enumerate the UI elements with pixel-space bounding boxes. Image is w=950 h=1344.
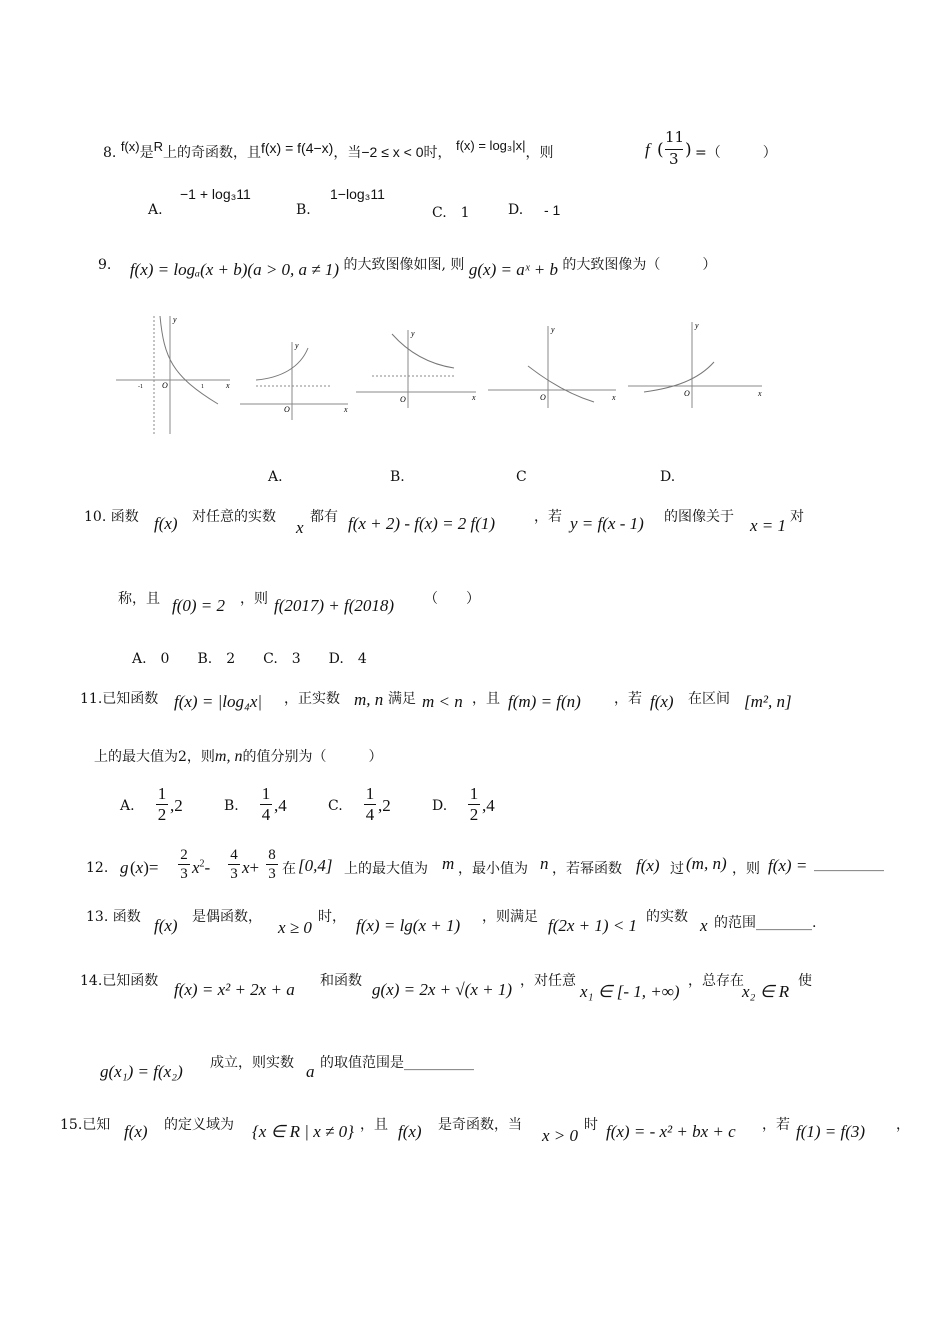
q9-line	[98, 254, 716, 280]
q13-cond: x ≥ 0	[278, 918, 312, 937]
q12-text: 过	[670, 861, 684, 877]
q8-log-formula: f(x) = log₃|x|	[455, 138, 526, 153]
q11-text: ，正实数	[284, 691, 340, 707]
q10-options: A. 0 B. 2 C. 3 D. 4	[132, 651, 367, 667]
q11-text: ，且	[472, 691, 500, 707]
q12-text: ，若幂函数	[552, 861, 622, 877]
q10-x: x	[296, 518, 304, 537]
q9-graph-c	[488, 326, 616, 408]
q8-option-b-label: B.	[296, 202, 311, 218]
q9-c-o: O	[540, 393, 546, 402]
q8-frac-rp: )	[685, 140, 692, 160]
q10-number: 10. 函数	[84, 509, 139, 525]
q12-text: 在	[282, 861, 296, 877]
q15-text: 的定义域为	[164, 1117, 234, 1133]
q9-graph-b	[356, 330, 476, 408]
q15-fx: f(x)	[124, 1122, 148, 1141]
q10-text: 对	[790, 509, 804, 525]
q11-b-rest: ,4	[274, 796, 287, 815]
q10-sum: f(2017) + f(2018)	[274, 596, 395, 615]
q9-b-y: y	[411, 329, 415, 338]
q11-mn: m, n	[354, 690, 384, 709]
q14-text: 成立，则实数	[210, 1055, 294, 1071]
q9-graph-d	[628, 322, 762, 408]
q11-line1	[80, 688, 900, 724]
q12-blank[interactable]: __________	[814, 856, 884, 872]
q10-line1	[84, 506, 904, 546]
q14-line1	[80, 970, 900, 1006]
q11-b-frac: 1 4	[261, 784, 271, 824]
q9-ref-tm1: -1	[138, 384, 143, 390]
q14-domain: x₁ ∈ [- 1, +∞)	[580, 982, 680, 1001]
q15-equal: f(1) = f(3)	[796, 1122, 866, 1141]
q9-b-o: O	[400, 395, 406, 404]
q15-domain: {x ∈ R | x ≠ 0}	[252, 1122, 354, 1141]
q14-text: 使	[798, 973, 812, 989]
q12-fx: f(x)	[636, 856, 660, 875]
q11-ineq: m < n	[422, 692, 463, 711]
q12-answer-prefix: f(x) =	[768, 856, 808, 875]
q11-option-d-label: D.	[432, 798, 448, 814]
q14-text: 和函数	[320, 973, 362, 989]
q12-number: 12.	[86, 860, 109, 876]
q8-formula: f(x) = f(4−x)	[260, 140, 334, 156]
q12-point: (m, n)	[686, 854, 727, 873]
q8-option-d-label: D.	[508, 202, 524, 218]
q14-g: g(x) = 2x + √(x + 1)	[372, 980, 513, 999]
q10-fx: f(x)	[154, 514, 178, 533]
q9-reference-graph	[116, 316, 230, 434]
q11-options	[120, 784, 520, 832]
q10-text: 称，且	[118, 591, 160, 607]
q11-d-rest: ,4	[482, 796, 495, 815]
q8-option-c: C. 1	[432, 205, 470, 221]
q11-option-a-label: A.	[120, 798, 135, 814]
q15-line	[60, 1114, 930, 1150]
q12-interval: [0,4]	[298, 856, 333, 875]
q10-f0: f(0) = 2	[172, 596, 226, 615]
q13-ineq: f(2x + 1) < 1	[548, 916, 638, 935]
q9-d-o: O	[684, 389, 690, 398]
q9-label-b: B.	[390, 469, 405, 485]
q9-ref-y: y	[173, 315, 177, 324]
q9-ref-t1: 1	[201, 384, 204, 390]
q12-m: m	[442, 854, 455, 873]
q9-label-c: C	[516, 469, 527, 485]
q8-text: ，当	[333, 145, 362, 161]
q11-a-frac: 1 2	[157, 784, 167, 824]
q8-text: 是	[139, 145, 154, 161]
q9-d-x: x	[758, 389, 762, 398]
q8-frac-f: f	[645, 140, 650, 159]
q9-formula-g: g(x) = aˣ + b	[468, 260, 558, 279]
q9-label-a: A.	[268, 469, 283, 485]
q11-number: 11.已知函数	[80, 691, 159, 707]
q11-c-frac: 1 4	[365, 784, 375, 824]
q14-text: 的取值范围是__________	[320, 1055, 474, 1071]
q8-frac-lp: (	[657, 140, 664, 160]
q11-function: f(x) = |log₄x|	[174, 692, 263, 711]
q11-a-rest: ,2	[170, 796, 183, 815]
q8-R: R	[153, 139, 163, 154]
q9-a-o: O	[284, 405, 290, 414]
q14-f: f(x) = x² + 2x + a	[174, 980, 295, 999]
q9-a-x: x	[344, 405, 348, 414]
q10-axis: x = 1	[750, 516, 787, 535]
q11-text: 在区间	[688, 691, 730, 707]
q12-text: 上的最大值为	[344, 861, 428, 877]
q14-a: a	[306, 1062, 315, 1081]
q9-b-x: x	[472, 393, 476, 402]
q11-text: 满足	[388, 691, 416, 707]
q11-line2	[94, 746, 382, 766]
q8-fx: f(x)	[120, 139, 140, 154]
q8-options	[148, 186, 598, 226]
q13-x: x	[700, 916, 708, 935]
q11-d-frac: 1 2	[469, 784, 479, 824]
q10-text: ，若	[534, 509, 562, 525]
q10-shift: y = f(x - 1)	[570, 514, 644, 533]
q9-number: 9.	[98, 257, 112, 273]
q8-condition: −2 ≤ x < 0	[361, 144, 424, 160]
q8-frac-eq: =（ ）	[695, 145, 777, 161]
q10-text: 对任意的实数	[192, 509, 276, 525]
q8-option-d-value: - 1	[544, 202, 561, 218]
q8-text: ，则	[525, 145, 554, 161]
q13-text: 的实数	[646, 909, 688, 925]
q12-text: ，则	[732, 861, 760, 877]
q9-a-y: y	[295, 341, 299, 350]
q11-c-rest: ,2	[378, 796, 391, 815]
q14-number: 14.已知函数	[80, 973, 159, 989]
q9-ref-o: O	[162, 381, 168, 390]
q10-line2	[118, 588, 618, 620]
q10-text: 的图像关于	[664, 509, 734, 525]
q9-label-d: D.	[660, 469, 676, 485]
q13-line	[86, 906, 906, 942]
q13-def: f(x) = lg(x + 1)	[356, 916, 461, 935]
q13-range: 的范围________.	[714, 915, 817, 931]
q8-text: 时，	[423, 145, 452, 161]
q15-text: ，且	[360, 1117, 388, 1133]
q12-n: n	[540, 854, 549, 873]
q8-option-a-label: A.	[148, 202, 163, 218]
q13-number: 13. 函数	[86, 909, 141, 925]
q10-text: ，则	[240, 591, 268, 607]
q14-equation: g(x₁) = f(x₂)	[100, 1062, 183, 1081]
q10-text: 都有	[310, 509, 338, 525]
q15-cond: x > 0	[542, 1126, 579, 1145]
q15-text: 时	[584, 1117, 598, 1133]
q9-graph-a	[240, 342, 348, 420]
q11-option-c-label: C.	[328, 798, 343, 814]
q9-c-y: y	[551, 325, 555, 334]
q15-text: ，若	[762, 1117, 790, 1133]
q11-interval: [m², n]	[744, 692, 792, 711]
q11-equal: f(m) = f(n)	[508, 692, 581, 711]
q13-fx: f(x)	[154, 916, 178, 935]
q9-ref-x: x	[226, 381, 230, 390]
q9-d-y: y	[695, 321, 699, 330]
q10-blank: （ ）	[424, 591, 480, 607]
q15-text: 是奇函数，当	[438, 1117, 522, 1133]
q11-mn: m, n	[214, 748, 243, 765]
q10-identity: f(x + 2) - f(x) = 2 f(1)	[348, 514, 496, 533]
q8-number: 8.	[103, 145, 117, 161]
q11-text: 上的最大值为2，则	[94, 749, 215, 765]
q9-text: 的大致图像如图, 则	[343, 257, 465, 273]
q11-text: 的值分别为（ ）	[242, 749, 383, 765]
q13-text: 时，	[318, 909, 346, 925]
q9-graphs	[108, 308, 788, 448]
q8-option-b-value: 1−log₃11	[330, 186, 385, 202]
q9-formula-f: f(x) = logₐ(x + b)(a > 0, a ≠ 1)	[129, 260, 340, 279]
q13-text: ，则满足	[482, 909, 538, 925]
q8-frac-den: 3	[669, 150, 679, 168]
q11-fx: f(x)	[650, 692, 674, 711]
q9-c-x: x	[612, 393, 616, 402]
q11-text: ，若	[614, 691, 642, 707]
q15-text: ，	[896, 1117, 910, 1133]
q12-line: 12. g (x)= 2 3 $x^2-$ 4 3 x+ 8 3 在 [0,4] 上的最大值为 m ，最小值为 n ，若幂函数 f(x) 过 (m, n) ，则 f(x) = __________	[86, 847, 884, 882]
q15-def: f(x) = - x² + bx + c	[606, 1122, 736, 1141]
q8-text: 上的奇函数，且	[162, 145, 261, 161]
q14-line2	[100, 1052, 600, 1088]
q15-fx2: f(x)	[398, 1122, 422, 1141]
q8-frac-num: 11	[665, 128, 685, 146]
q8-line	[103, 138, 553, 162]
q12-text: ，最小值为	[458, 861, 528, 877]
q14-text: ，对任意	[520, 973, 576, 989]
q15-number: 15.已知	[60, 1117, 111, 1133]
q8-option-a-value: −1 + log₃11	[180, 186, 251, 202]
q14-x2: x₂ ∈ R	[742, 982, 790, 1001]
q9-text: 的大致图像为（ ）	[562, 257, 717, 273]
q14-text: ，总存在	[688, 973, 744, 989]
q13-text: 是偶函数，	[192, 909, 262, 925]
q11-option-b-label: B.	[224, 798, 239, 814]
